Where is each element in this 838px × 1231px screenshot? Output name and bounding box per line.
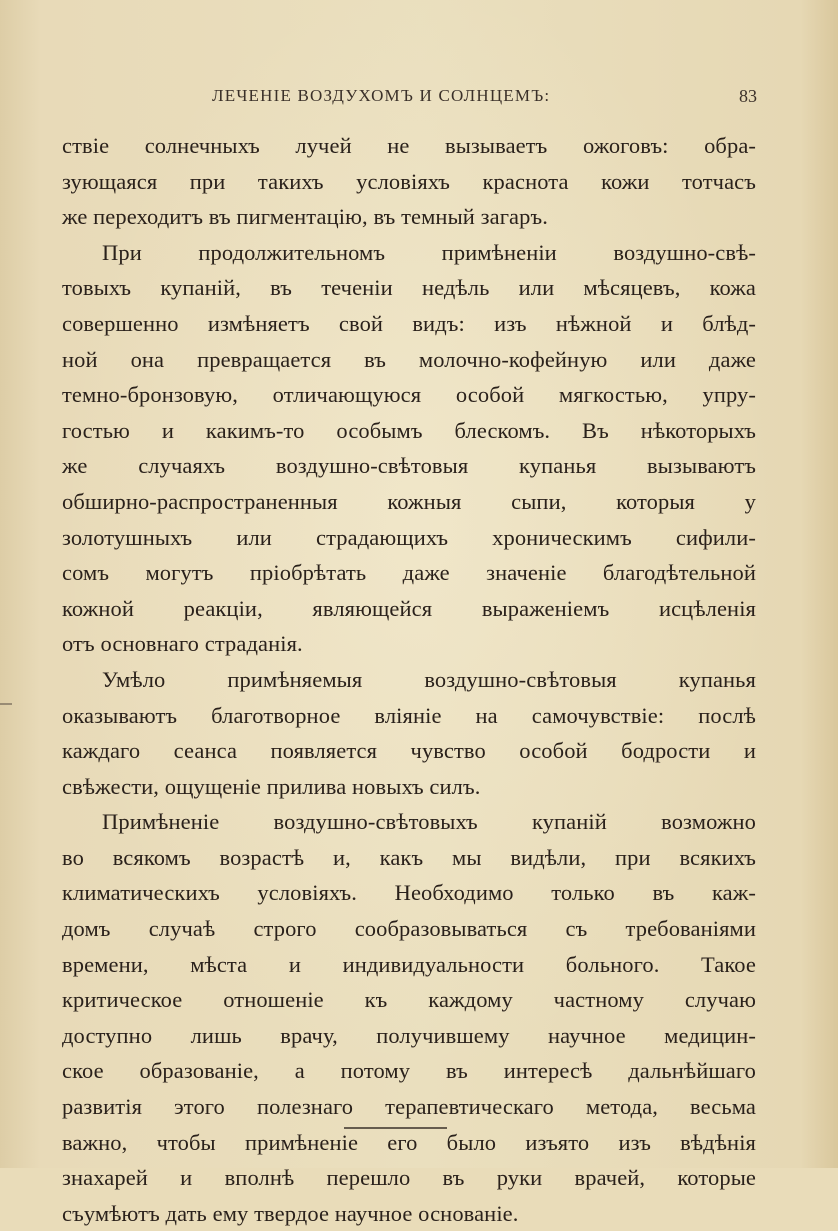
text-line: Примѣненіе воздушно-свѣтовыхъ купаній возможно [102, 809, 756, 835]
text-line: золотушныхъ или страдающихъ хроническимъ сифили- [62, 524, 756, 550]
text-line: ной она превращается въ молочно-кофейную или даже [62, 346, 756, 372]
text-line: оказываютъ благотворное вліяніе на самочувствіе: послѣ [62, 702, 756, 728]
text-line: При продолжительномъ примѣненіи воздушно-свѣ- [102, 239, 756, 265]
text-line: каждаго сеанса появляется чувство особой бодрости и [62, 738, 756, 764]
body-text [62, 128, 756, 1231]
page-header [212, 86, 757, 112]
text-line: критическое отношеніе къ каждому частному случаю [62, 987, 756, 1013]
running-title: ЛЕЧЕНІЕ ВОЗДУХОМЪ И СОЛНЦЕМЪ: [212, 86, 551, 105]
text-line: доступно лишь врачу, получившему научное медицин- [62, 1022, 756, 1048]
text-line: темно-бронзовую, отличающуюся особой мягкостью, упру- [62, 382, 756, 408]
text-line: зующаяся при такихъ условіяхъ краснота кожи тотчасъ [62, 168, 756, 194]
text-line: ское образованіе, а потому въ интересѣ дальнѣйшаго [62, 1058, 756, 1084]
end-rule [344, 1127, 447, 1129]
text-line: кожной реакціи, являющейся выраженіемъ исцѣленія [62, 595, 756, 621]
text-line: времени, мѣста и индивидуальности больного. Такое [62, 951, 756, 977]
text-line: знахарей и вполнѣ перешло въ руки врачей, которые [62, 1165, 756, 1191]
text-line: ствіе солнечныхъ лучей не вызываетъ ожоговъ: обра- [62, 133, 756, 158]
text-line: Умѣло примѣняемыя воздушно-свѣтовыя купанья [102, 666, 756, 692]
text-line: отъ основнаго страданія. [62, 631, 303, 657]
text-line: съумѣютъ дать ему твердое научное основаніе. [62, 1200, 519, 1226]
text-line: гостью и какимъ-то особымъ блескомъ. Въ нѣкоторыхъ [62, 417, 756, 443]
text-line: свѣжести, ощущеніе прилива новыхъ силъ. [62, 773, 481, 799]
text-line: же переходитъ въ пигментацію, въ темный загаръ. [62, 204, 548, 230]
text-line: домъ случаѣ строго сообразовываться съ требованіями [62, 916, 756, 942]
text-line: климатическихъ условіяхъ. Необходимо только въ каж- [62, 880, 756, 906]
text-line: развитія этого полезнаго терапевтическаго метода, весьма [62, 1094, 756, 1120]
margin-mark [0, 703, 12, 705]
text-line: во всякомъ возрастѣ и, какъ мы видѣли, при всякихъ [62, 844, 756, 870]
text-line: обширно-распространенныя кожныя сыпи, которыя у [62, 488, 756, 514]
text-line: совершенно измѣняетъ свой видъ: изъ нѣжной и блѣд- [62, 310, 756, 336]
page-number: 83 [739, 86, 757, 106]
text-line: товыхъ купаній, въ теченіи недѣль или мѣсяцевъ, кожа [62, 275, 756, 301]
text-line: же случаяхъ воздушно-свѣтовыя купанья вызываютъ [62, 453, 756, 479]
text-line: сомъ могутъ пріобрѣтать даже значеніе благодѣтельной [62, 560, 756, 586]
text-line: важно, чтобы примѣненіе его было изъято изъ вѣдѣнія [62, 1129, 756, 1155]
